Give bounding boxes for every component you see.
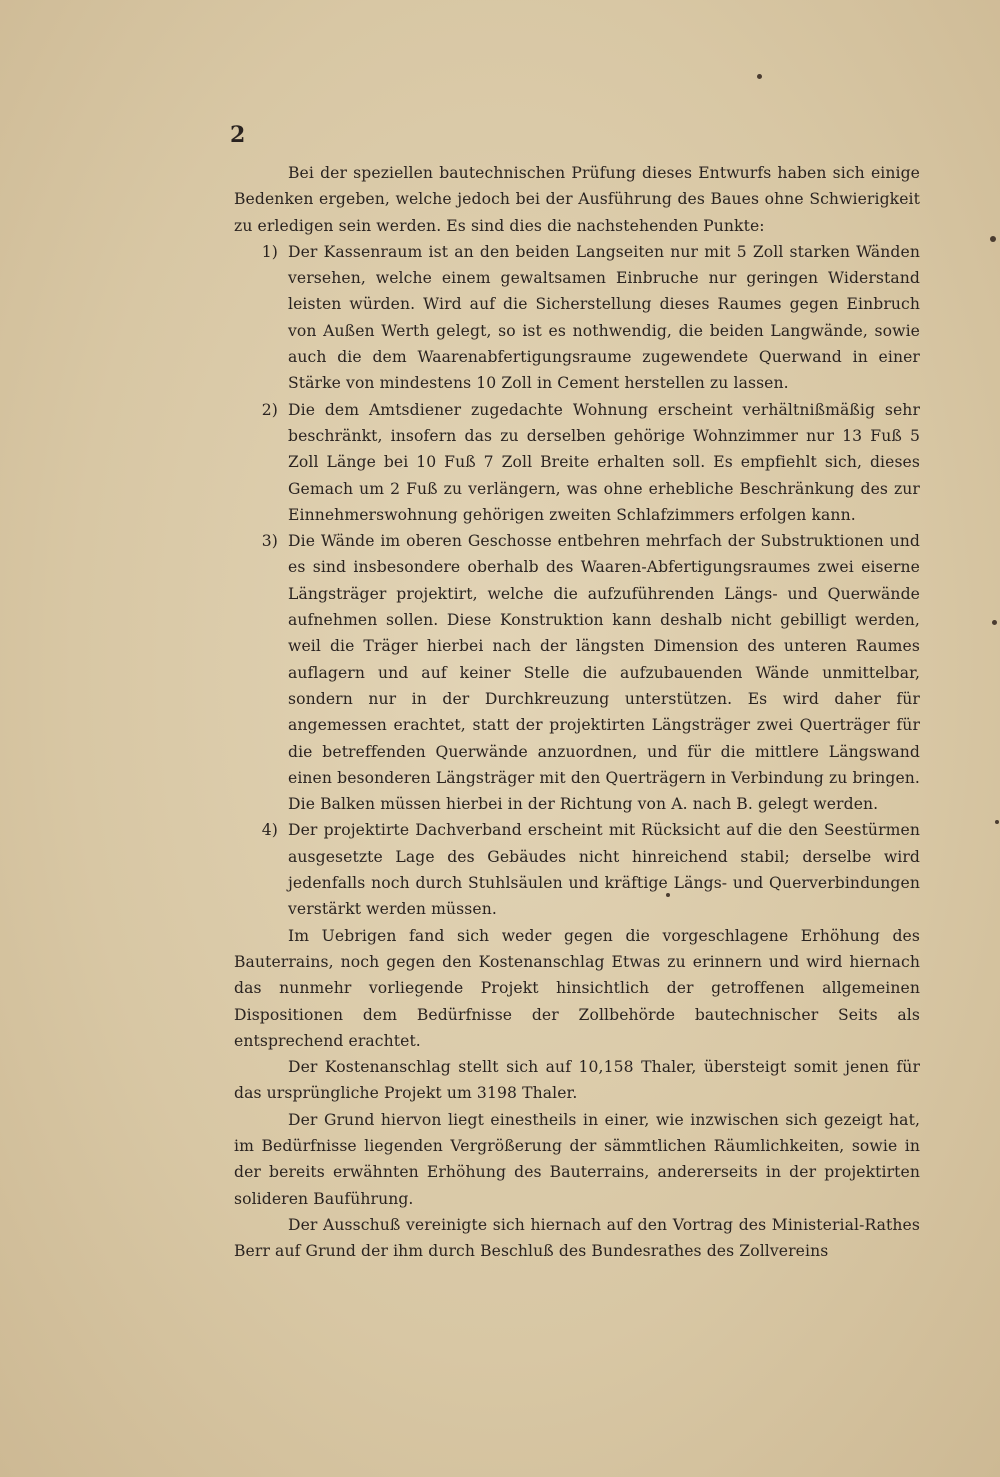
list-item: [234, 528, 920, 817]
ink-speck: [990, 236, 996, 242]
ink-speck: [992, 620, 997, 625]
item-text: Die dem Amtsdiener zugedachte Wohnung erscheint verhältnißmäßig sehr beschränkt, insofern das zu derselben gehörige Wohnzimmer nur 13 Fuß 5 Zoll Länge bei 10 Fuß 7 Zoll Breite erhalten soll. Es empfiehlt sich, dieses Gemach um 2 Fuß zu verlängern, was ohne erhebliche Beschränkung des zur Einnehmerswohnung gehörigen zweiten Schlafzimmers erfolgen kann.: [288, 400, 920, 524]
ink-speck: [995, 820, 999, 824]
item-text: Die Wände im oberen Geschosse entbehren mehrfach der Substruktionen und es sind insbesondere oberhalb des Waaren-Abfertigungsraumes zwei eiserne Längsträger projektirt, welche die aufzuführenden Längs- und Querwände aufnehmen sollen. Diese Konstruktion kann deshalb nicht gebilligt werden, weil die Träger hierbei nach der längsten Dimension des unteren Raumes auflagern und auf keiner Stelle die aufzubauenden Wände unmittelbar, sondern nur in der Durchkreuzung unterstützen. Es wird daher für angemessen erachtet, statt der projektirten Längsträger zwei Querträger für die betreffenden Querwände anzuordnen, und für die mittlere Längswand einen besonderen Längsträger mit den Querträgern in Verbindung zu bringen. Die Balken müssen hierbei in der Richtung von A. nach B. gelegt werden.: [288, 532, 920, 814]
item-number: 3): [261, 532, 278, 551]
paragraph: Der Grund hiervon liegt einestheils in einer, wie inzwischen sich gezeigt hat, im Bedürfnisse liegenden Vergrößerung der sämmtlichen Räumlichkeiten, sowie in der bereits erwähnten Erhöhung des Bauterrains, andererseits in der projektirten solideren Bauführung.: [234, 1110, 920, 1208]
ink-speck: [666, 893, 670, 897]
item-number: 1): [261, 242, 278, 261]
item-number: 2): [261, 400, 278, 419]
intro-paragraph: Bei der speziellen bautechnischen Prüfung dieses Entwurfs haben sich einige Bedenken ergeben, welche jedoch bei der Ausführung des Baues ohne Schwierigkeit zu erledigen sein werden. Es sind dies die nachstehenden Punkte:: [234, 164, 920, 235]
list-item: [234, 817, 920, 922]
item-text: Der projektirte Dachverband erscheint mit Rücksicht auf die den Seestürmen ausgesetzte Lage des Gebäudes nicht hinreichend stabil; derselbe wird jedenfalls noch durch Stuhlsäulen und kräftige Längs- und Querverbindungen verstärkt werden müssen.: [288, 821, 920, 919]
item-text: Der Kassenraum ist an den beiden Langseiten nur mit 5 Zoll starken Wänden versehen, welche einem gewaltsamen Einbruche nur geringen Widerstand leisten würden. Wird auf die Sicherstellung dieses Raumes gegen Einbruch von Außen Werth gelegt, so ist es nothwendig, die beiden Langwände, sowie auch die dem Waarenabfertigungsraume zugewendete Querwand in einer Stärke von mindestens 10 Zoll in Cement herstellen zu lassen.: [288, 242, 920, 393]
paragraph: Im Uebrigen fand sich weder gegen die vorgeschlagene Erhöhung des Bauterrains, noch gegen den Kostenanschlag Etwas zu erinnern und wird hiernach das nunmehr vorliegende Projekt hinsichtlich der getroffenen allgemeinen Dispositionen dem Bedürfnisse der Zollbehörde bautechnischer Seits als entsprechend erachtet.: [234, 926, 920, 1050]
item-number: 4): [261, 821, 278, 840]
paragraph: Der Ausschuß vereinigte sich hiernach auf den Vortrag des Ministerial-Rathes Berr auf Grund der ihm durch Beschluß des Bundesrathes des Zollvereins: [234, 1215, 920, 1261]
body-text: [234, 160, 920, 1264]
paragraph: Der Kostenanschlag stellt sich auf 10,158 Thaler, übersteigt somit jenen für das ursprüngliche Projekt um 3198 Thaler.: [234, 1058, 920, 1103]
ink-speck: [757, 74, 762, 79]
list-item: [234, 239, 920, 397]
list-item: [234, 397, 920, 528]
page-number: 2: [230, 122, 246, 148]
